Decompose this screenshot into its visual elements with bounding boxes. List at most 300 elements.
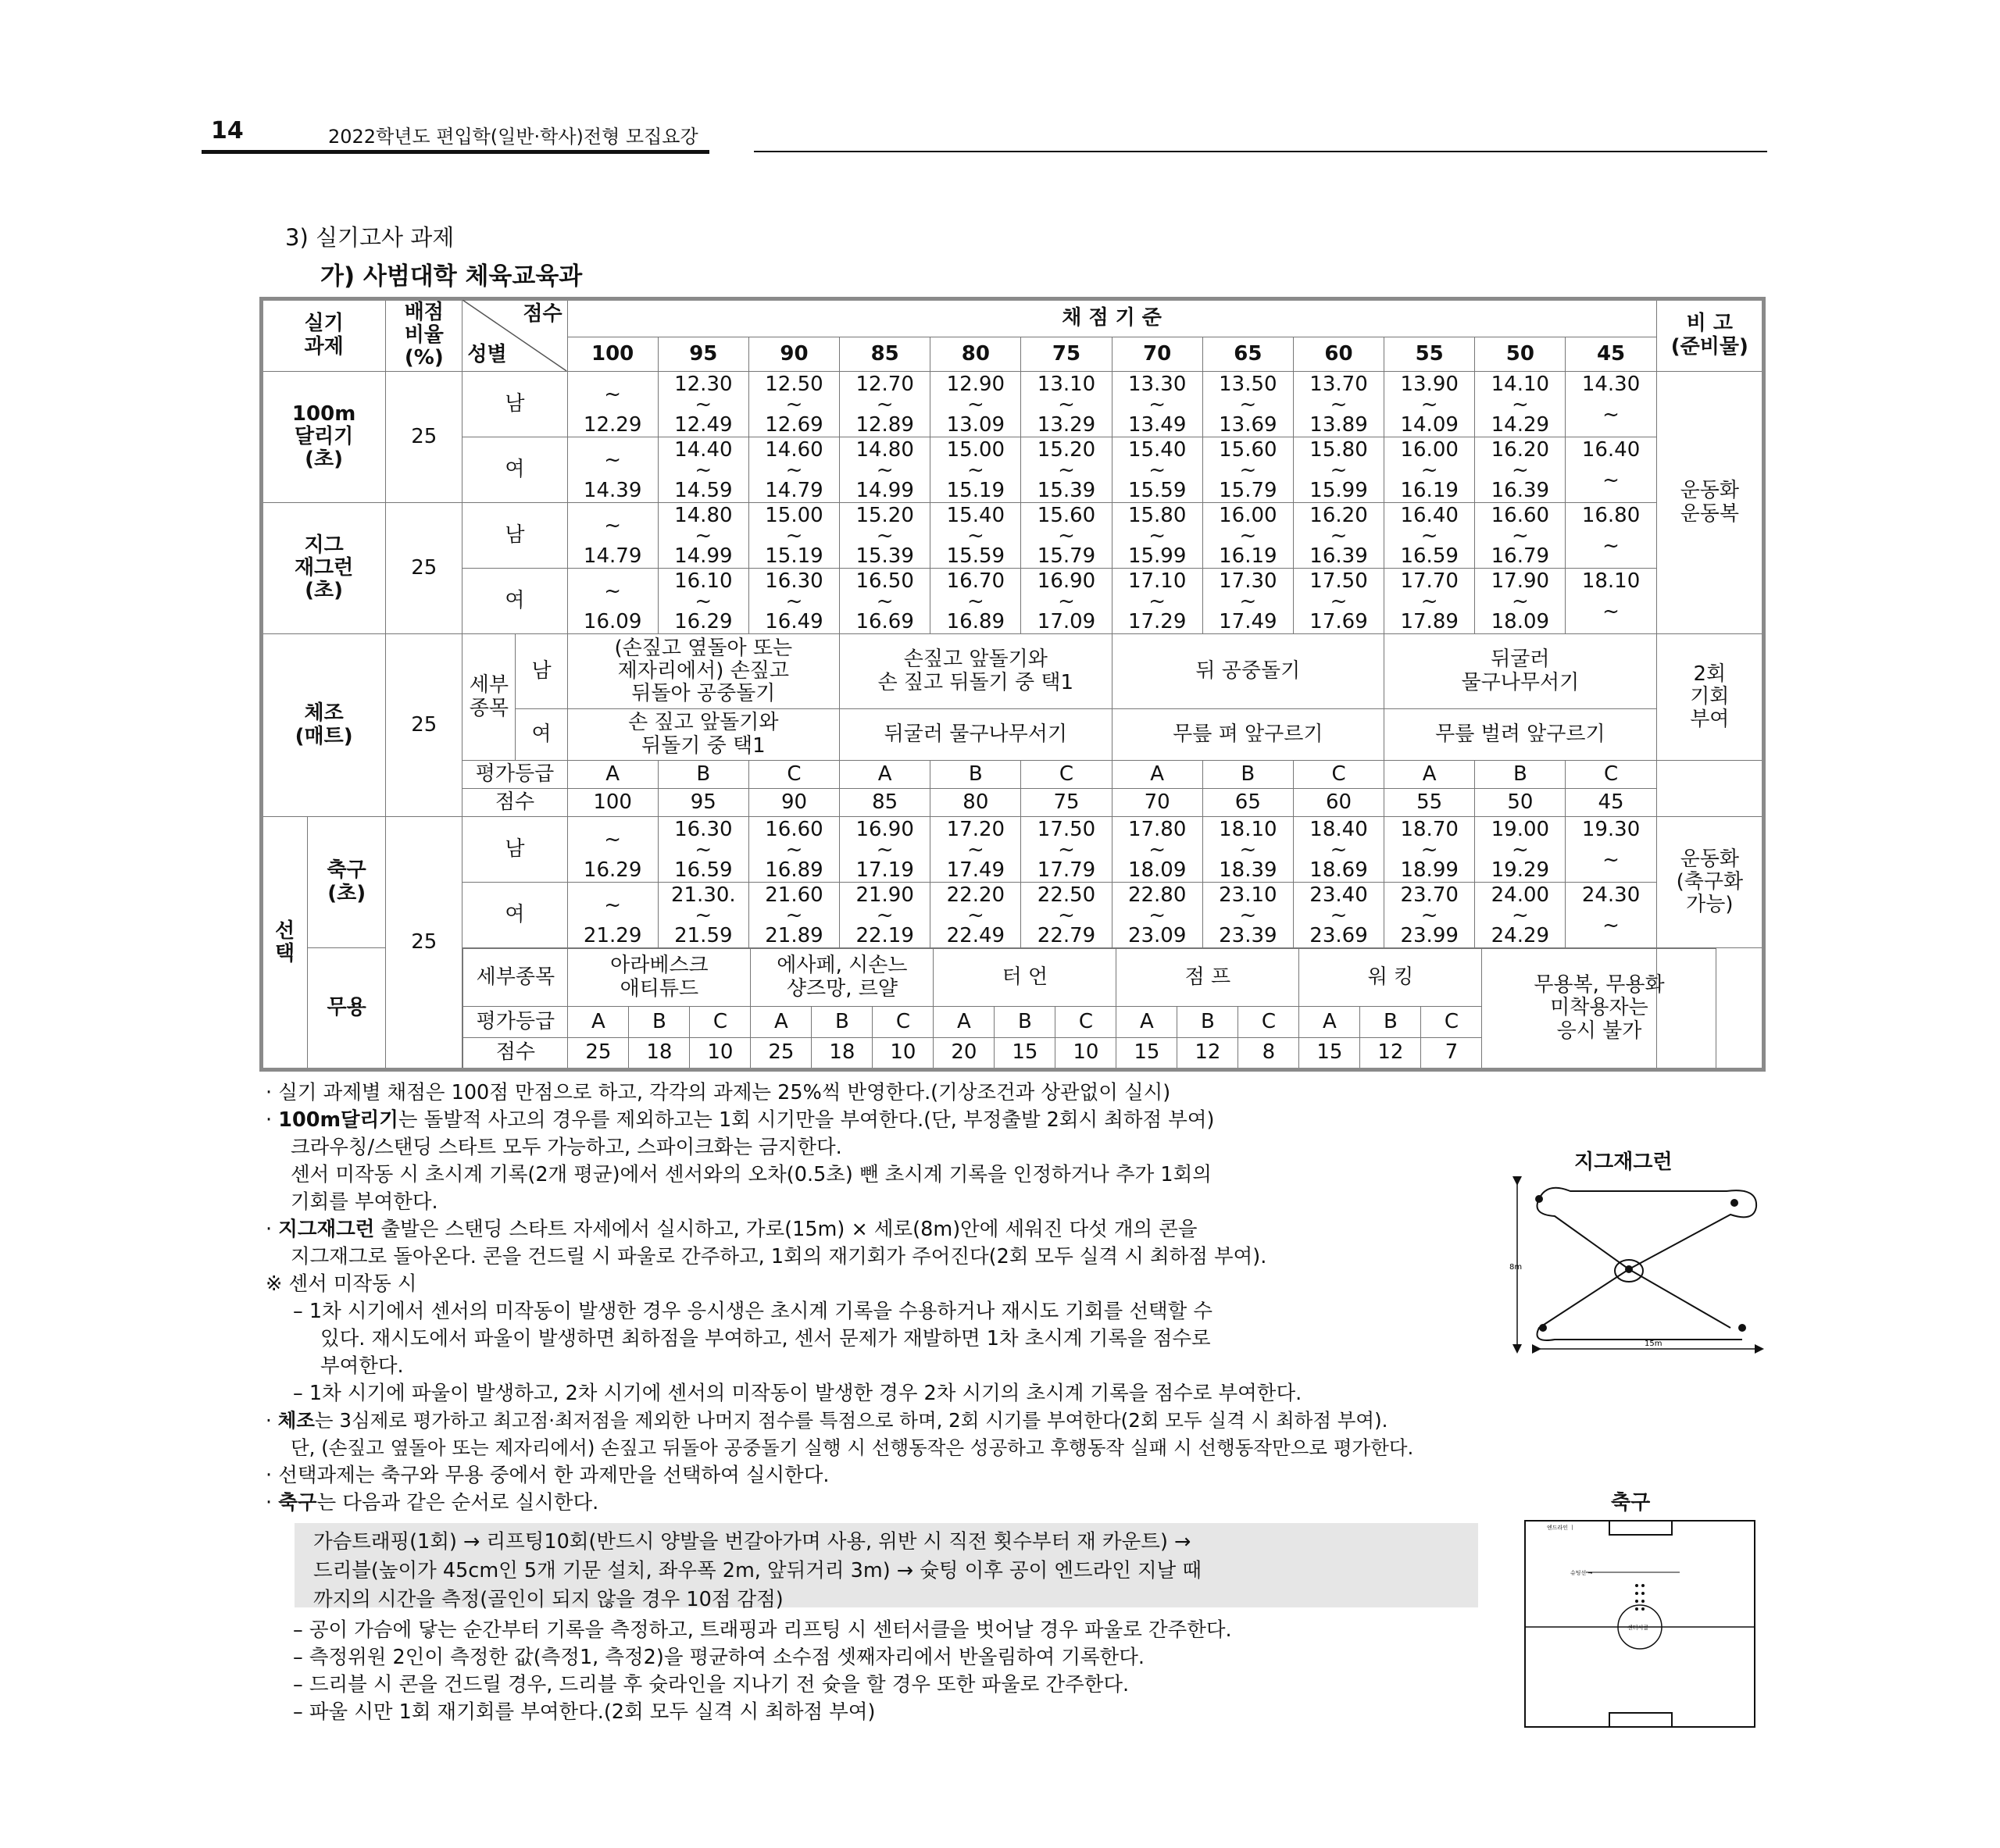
range-start: 14.80 — [674, 503, 733, 527]
female-range — [1293, 437, 1384, 503]
range-value — [1112, 505, 1202, 566]
range-tilde: ~ — [785, 392, 803, 416]
range-value — [1294, 885, 1384, 946]
male-range — [658, 372, 748, 437]
range-tilde: ~ — [785, 903, 803, 927]
range-start: 22.80 — [1127, 883, 1187, 907]
range-value — [1112, 885, 1202, 946]
range-tilde: ~ — [1058, 903, 1075, 927]
range-end: 15.59 — [946, 544, 1005, 568]
range-value — [840, 437, 930, 502]
grade-cell: C — [690, 1007, 751, 1037]
female-range — [840, 437, 930, 503]
note-line-6 — [266, 1220, 1198, 1240]
male-range — [1112, 817, 1202, 883]
female-range — [1475, 883, 1566, 948]
male-range — [1475, 503, 1566, 569]
range-tilde: ~ — [1511, 458, 1529, 482]
range-value — [1112, 374, 1202, 435]
grade-cell: A — [568, 1007, 629, 1037]
male-range — [1202, 503, 1293, 569]
empty-note — [1656, 761, 1762, 817]
soccer-figure-title: 축구 — [1611, 1491, 1651, 1514]
range-start: 13.50 — [1219, 372, 1277, 396]
female-range — [658, 883, 748, 948]
range-tilde: ~ — [695, 458, 712, 482]
page-number: 14 — [211, 117, 244, 144]
table-row — [262, 503, 1763, 569]
range-value — [1384, 437, 1474, 502]
range-start: 14.80 — [855, 437, 914, 462]
range-tilde: ~ — [1420, 903, 1438, 927]
range-end: 12.49 — [674, 412, 733, 437]
range-end: 16.69 — [855, 609, 914, 633]
grade-cell: A — [1112, 761, 1202, 789]
range-value — [568, 374, 658, 435]
female-range — [1384, 437, 1475, 503]
score-header: 90 — [748, 337, 839, 372]
score-header: 80 — [930, 337, 1021, 372]
score-cell: 15 — [995, 1037, 1055, 1068]
female-range — [567, 437, 658, 503]
range-end: 17.49 — [946, 858, 1005, 882]
range-tilde: ~ — [1420, 392, 1438, 416]
range-tilde: ~ — [1239, 903, 1257, 927]
score-cell: 25 — [568, 1037, 629, 1068]
table-row — [262, 634, 1763, 709]
header-rule-left — [202, 150, 709, 154]
score-cell: 85 — [840, 789, 930, 817]
female-range — [1021, 437, 1112, 503]
dance-label: 무용 — [308, 948, 386, 1069]
range-end: 13.89 — [1309, 412, 1368, 437]
score-cell: 15 — [1116, 1037, 1177, 1068]
detail-line-1: – 공이 가슴에 닿는 순간부터 기록을 측정하고, 트래핑과 리프팅 시 센터서클을 벗어날 경우 파울로 간주한다. — [293, 1618, 1232, 1642]
range-value — [1384, 819, 1474, 880]
range-tilde: ~ — [876, 837, 894, 862]
score-label: 점수 — [463, 1037, 568, 1068]
score-cell: 80 — [930, 789, 1021, 817]
female-range — [748, 883, 839, 948]
range-end: 16.59 — [674, 858, 733, 882]
note-line-8: ※ 센서 미작동 시 — [266, 1272, 417, 1296]
note-line-12: – 1차 시기에 파울이 발생하고, 2차 시기에 센서의 미작동이 발생한 경우 2차 시기의 초시계 기록을 점수로 부여한다. — [293, 1382, 1302, 1405]
male-range — [748, 372, 839, 437]
bullet: · — [266, 1491, 279, 1514]
range-value — [1021, 571, 1111, 632]
field-border — [1525, 1521, 1755, 1727]
range-tilde: ~ — [1058, 589, 1075, 613]
range-start: 14.30 — [1581, 372, 1641, 396]
range-value — [568, 819, 658, 880]
gender-female: 여 — [516, 709, 567, 761]
male-range — [658, 817, 748, 883]
range-value — [1384, 571, 1474, 632]
score-label: 점수 — [523, 302, 562, 326]
male-range — [567, 372, 658, 437]
range-value — [1475, 571, 1565, 632]
range-end: 17.19 — [855, 858, 914, 882]
range-end: 16.19 — [1400, 478, 1459, 502]
range-start: 17.80 — [1127, 817, 1187, 841]
gym-label: 체조 (매트) — [262, 634, 386, 817]
score-cell: 8 — [1238, 1037, 1299, 1068]
score-cell: 10 — [690, 1037, 751, 1068]
range-value — [1203, 437, 1293, 502]
range-tilde: ~ — [604, 827, 622, 851]
score-cell: 12 — [1360, 1037, 1421, 1068]
range-tilde: ~ — [1330, 837, 1348, 862]
zigzag-path-2 — [1538, 1199, 1731, 1328]
score-cell: 7 — [1421, 1037, 1482, 1068]
range-tilde: ~ — [1058, 523, 1075, 548]
score-cell: 60 — [1293, 789, 1384, 817]
male-range — [930, 372, 1021, 437]
range-tilde: ~ — [1239, 458, 1257, 482]
gym-ratio: 25 — [386, 634, 462, 817]
male-range — [1293, 817, 1384, 883]
range-value — [568, 440, 658, 501]
range-value — [1021, 885, 1111, 946]
range-end: 16.09 — [583, 609, 642, 633]
range-tilde: ~ — [604, 513, 622, 537]
gym-event-female: 무릎 펴 앞구르기 — [1112, 709, 1384, 761]
width-label: 15m — [1645, 1340, 1662, 1348]
soccer-note: 운동화 (축구화 가능) — [1656, 817, 1762, 948]
sub-title: 가) 사범대학 체육교육과 — [320, 262, 583, 291]
bold-term: 지그재그런 — [278, 1218, 375, 1241]
range-tilde: ~ — [966, 523, 984, 548]
range-start: 13.90 — [1400, 372, 1459, 396]
range-value — [568, 505, 658, 566]
range-value — [659, 505, 748, 566]
note-line-2 — [266, 1108, 1215, 1132]
female-range — [1384, 883, 1475, 948]
grade-cell: C — [1566, 761, 1656, 789]
range-end: 17.79 — [1037, 858, 1096, 882]
range-value — [568, 571, 658, 632]
range-tilde: ~ — [966, 589, 984, 613]
male-range — [840, 503, 930, 569]
range-value — [659, 374, 748, 435]
range-tilde: ~ — [1058, 458, 1075, 482]
female-range — [1293, 883, 1384, 948]
range-start: 21.90 — [855, 883, 914, 907]
range-end: 18.09 — [1127, 858, 1187, 882]
score-cell: 25 — [751, 1037, 812, 1068]
range-end: 16.59 — [1400, 544, 1459, 568]
note-line-16 — [266, 1493, 598, 1514]
range-value — [1112, 819, 1202, 880]
range-start: 17.10 — [1127, 569, 1187, 593]
male-range — [567, 817, 658, 883]
soccer-field-diagram — [1523, 1519, 1758, 1730]
range-value — [840, 819, 930, 880]
range-tilde: ~ — [1330, 903, 1348, 927]
range-end: 16.19 — [1219, 544, 1277, 568]
female-range — [1566, 569, 1656, 634]
range-start: 17.70 — [1400, 569, 1459, 593]
male-range — [1293, 503, 1384, 569]
zigzag-diagram — [1508, 1176, 1766, 1355]
table-row — [262, 437, 1763, 503]
range-end: 22.79 — [1037, 923, 1096, 947]
range-tilde: ~ — [604, 448, 622, 472]
range-start: 15.20 — [1037, 437, 1096, 462]
score-header: 75 — [1021, 337, 1112, 372]
male-range — [1112, 372, 1202, 437]
note-line-5: 기회를 부여한다. — [291, 1190, 438, 1214]
range-end: 12.89 — [855, 412, 914, 437]
female-range — [1021, 883, 1112, 948]
range-end: 16.29 — [674, 609, 733, 633]
range-value — [1203, 885, 1293, 946]
range-value — [659, 571, 748, 632]
female-range — [567, 569, 658, 634]
note-line-9: – 1차 시기에서 센서의 미작동이 발생한 경우 응시생은 초시계 기록을 수용하거나 재시도 기회를 선택할 수 — [293, 1300, 1213, 1323]
score-header: 50 — [1475, 337, 1566, 372]
bold-term: 축구 — [278, 1491, 317, 1514]
range-end: 13.69 — [1219, 412, 1277, 437]
range-value — [1294, 437, 1384, 502]
range-end: 14.99 — [855, 478, 914, 502]
range-tilde: ~ — [1148, 589, 1166, 613]
note-text: 는 3심제로 평가하고 최고점·최저점을 제외한 나머지 점수를 특점으로 하며, 2회 시기를 부여한다(2회 모두 실격 시 최하점 부여). — [314, 1409, 1388, 1432]
range-value — [1566, 571, 1655, 632]
female-range — [1384, 569, 1475, 634]
range-value — [749, 819, 839, 880]
female-range — [567, 883, 658, 948]
zigzag-figure-title: 지그재그런 — [1574, 1151, 1673, 1174]
male-range — [1475, 817, 1566, 883]
gym-event-male: 뒤 공중돌기 — [1112, 634, 1384, 709]
range-tilde: ~ — [1602, 913, 1620, 937]
range-start: 16.00 — [1400, 437, 1459, 462]
range-tilde: ~ — [1602, 402, 1620, 426]
score-cell: 45 — [1566, 789, 1656, 817]
gender-male: 남 — [462, 372, 567, 437]
range-end: 22.49 — [946, 923, 1005, 947]
range-end: 18.39 — [1219, 858, 1277, 882]
gym-event-male: (손짚고 옆돌아 또는 제자리에서) 손짚고 뒤돌아 공중돌기 — [567, 634, 840, 709]
table-row — [262, 817, 1763, 883]
range-tilde: ~ — [1058, 392, 1075, 416]
female-range — [1021, 569, 1112, 634]
range-tilde: ~ — [1602, 599, 1620, 623]
range-start: 17.50 — [1309, 569, 1368, 593]
gym-event-female: 뒤굴러 물구나무서기 — [840, 709, 1112, 761]
male-range — [1021, 817, 1112, 883]
female-range — [930, 569, 1021, 634]
range-end: 15.19 — [765, 544, 823, 568]
range-end: 14.99 — [674, 544, 733, 568]
score-header: 65 — [1202, 337, 1293, 372]
male-range — [748, 817, 839, 883]
range-end: 18.09 — [1491, 609, 1550, 633]
header-criteria: 채 점 기 준 — [567, 300, 1656, 337]
range-tilde: ~ — [695, 903, 712, 927]
range-value — [1021, 505, 1111, 566]
range-end: 13.49 — [1127, 412, 1187, 437]
score-cell: 95 — [658, 789, 748, 817]
range-start: 12.90 — [946, 372, 1005, 396]
range-value — [1566, 505, 1655, 566]
range-end: 16.39 — [1309, 544, 1368, 568]
grade-cell: C — [748, 761, 839, 789]
range-start: 15.40 — [946, 503, 1005, 527]
range-start: 17.20 — [946, 817, 1005, 841]
table-row — [262, 948, 1763, 1053]
range-tilde: ~ — [1239, 589, 1257, 613]
bold-term: 체조 — [277, 1409, 315, 1432]
male-range — [1202, 817, 1293, 883]
range-value — [1203, 505, 1293, 566]
run100-ratio: 25 — [386, 372, 462, 503]
range-end: 14.79 — [583, 544, 642, 568]
range-start: 12.70 — [855, 372, 914, 396]
range-value — [1021, 819, 1111, 880]
event-label: 세부 종목 — [462, 634, 516, 761]
male-range — [567, 503, 658, 569]
range-start: 14.40 — [674, 437, 733, 462]
range-end: 14.29 — [1491, 412, 1550, 437]
range-start: 16.20 — [1491, 437, 1550, 462]
range-start: 23.70 — [1400, 883, 1459, 907]
range-tilde: ~ — [1511, 903, 1529, 927]
range-start: 19.30 — [1581, 817, 1641, 841]
score-header: 95 — [658, 337, 748, 372]
range-start: 15.00 — [946, 437, 1005, 462]
range-tilde: ~ — [876, 458, 894, 482]
range-value — [840, 374, 930, 435]
male-range — [1021, 372, 1112, 437]
range-start: 18.70 — [1400, 817, 1459, 841]
score-cell: 20 — [934, 1037, 995, 1068]
range-tilde: ~ — [876, 392, 894, 416]
range-tilde: ~ — [695, 392, 712, 416]
grade-cell: A — [840, 761, 930, 789]
male-range — [1566, 817, 1656, 883]
table-row — [262, 372, 1763, 437]
male-range — [840, 372, 930, 437]
range-start: 13.70 — [1309, 372, 1368, 396]
header-task: 실기 과제 — [262, 300, 386, 372]
male-range — [658, 503, 748, 569]
range-tilde: ~ — [604, 893, 622, 917]
male-range — [1566, 372, 1656, 437]
male-range — [930, 817, 1021, 883]
range-value — [1294, 374, 1384, 435]
range-start: 16.60 — [1491, 503, 1550, 527]
range-tilde: ~ — [1511, 392, 1529, 416]
grade-cell: A — [934, 1007, 995, 1037]
zigzag-label: 지그 재그런 (초) — [262, 503, 386, 634]
range-end: 17.29 — [1127, 609, 1187, 633]
female-range — [1566, 437, 1656, 503]
score-label: 점수 — [462, 789, 567, 817]
bullet: · — [266, 1409, 278, 1432]
range-start: 16.30 — [674, 817, 733, 841]
range-tilde: ~ — [1330, 458, 1348, 482]
dance-event: 점 프 — [1116, 949, 1299, 1007]
range-start: 16.30 — [765, 569, 823, 593]
range-tilde: ~ — [695, 523, 712, 548]
range-start: 24.30 — [1581, 883, 1641, 907]
female-range — [748, 437, 839, 503]
range-value — [1384, 374, 1474, 435]
range-value — [1566, 374, 1655, 435]
procedure-line-3: 까지의 시간을 측정(골인이 되지 않을 경우 10점 감점) — [313, 1588, 784, 1611]
bullet: · — [266, 1218, 279, 1241]
range-end: 12.69 — [765, 412, 823, 437]
range-value — [930, 819, 1020, 880]
section-title: 3) 실기고사 과제 — [285, 224, 455, 251]
male-range — [1021, 503, 1112, 569]
female-range — [658, 437, 748, 503]
range-value — [1566, 885, 1655, 946]
range-tilde: ~ — [1511, 589, 1529, 613]
range-value — [1384, 505, 1474, 566]
zigzag-ratio: 25 — [386, 503, 462, 634]
goal-bottom — [1609, 1713, 1672, 1727]
elective-ratio: 25 — [386, 817, 462, 1069]
female-range — [1112, 569, 1202, 634]
range-start: 16.90 — [855, 817, 914, 841]
range-start: 16.20 — [1309, 503, 1368, 527]
range-end: 17.69 — [1309, 609, 1368, 633]
range-start: 15.60 — [1037, 503, 1096, 527]
range-value — [1294, 505, 1384, 566]
female-range — [930, 437, 1021, 503]
range-tilde: ~ — [1420, 589, 1438, 613]
cone — [1730, 1199, 1738, 1207]
header-ratio: 배점 비율 (%) — [386, 300, 462, 372]
range-end: 15.19 — [946, 478, 1005, 502]
range-end: 15.79 — [1037, 544, 1096, 568]
range-start: 14.60 — [765, 437, 823, 462]
range-end: 14.09 — [1400, 412, 1459, 437]
bold-term: 100m달리기 — [278, 1108, 398, 1132]
range-start: 15.00 — [765, 503, 823, 527]
range-tilde: ~ — [1420, 458, 1438, 482]
grade-cell: A — [1299, 1007, 1360, 1037]
grade-cell: C — [1421, 1007, 1482, 1037]
range-value — [749, 505, 839, 566]
range-tilde: ~ — [1511, 837, 1529, 862]
female-range — [1202, 883, 1293, 948]
grade-cell: A — [567, 761, 658, 789]
note-line-3: 크라우칭/스탠딩 스타트 모두 가능하고, 스파이크화는 금지한다. — [291, 1136, 842, 1159]
range-value — [930, 437, 1020, 502]
range-value — [930, 885, 1020, 946]
range-end: 23.99 — [1400, 923, 1459, 947]
range-value — [1475, 819, 1565, 880]
range-tilde: ~ — [1148, 458, 1166, 482]
range-start: 23.10 — [1219, 883, 1277, 907]
range-start: 12.50 — [765, 372, 823, 396]
note-line-4: 센서 미작동 시 초시계 기록(2개 평균)에서 센서와의 오차(0.5초) 뺀 초시계 기록을 인정하거나 추가 1회의 — [291, 1163, 1212, 1186]
grade-cell: B — [629, 1007, 690, 1037]
score-cell: 18 — [629, 1037, 690, 1068]
range-tilde: ~ — [966, 392, 984, 416]
gender-male: 남 — [462, 503, 567, 569]
range-value — [659, 819, 748, 880]
male-range — [748, 503, 839, 569]
range-value — [1112, 437, 1202, 502]
score-cell: 65 — [1202, 789, 1293, 817]
procedure-line-1: 가슴트래핑(1회) → 리프팅10회(반드시 양발을 번갈아가며 사용, 위반 시 직전 횟수부터 재 카운트) → — [313, 1530, 1191, 1554]
range-end: 14.59 — [674, 478, 733, 502]
